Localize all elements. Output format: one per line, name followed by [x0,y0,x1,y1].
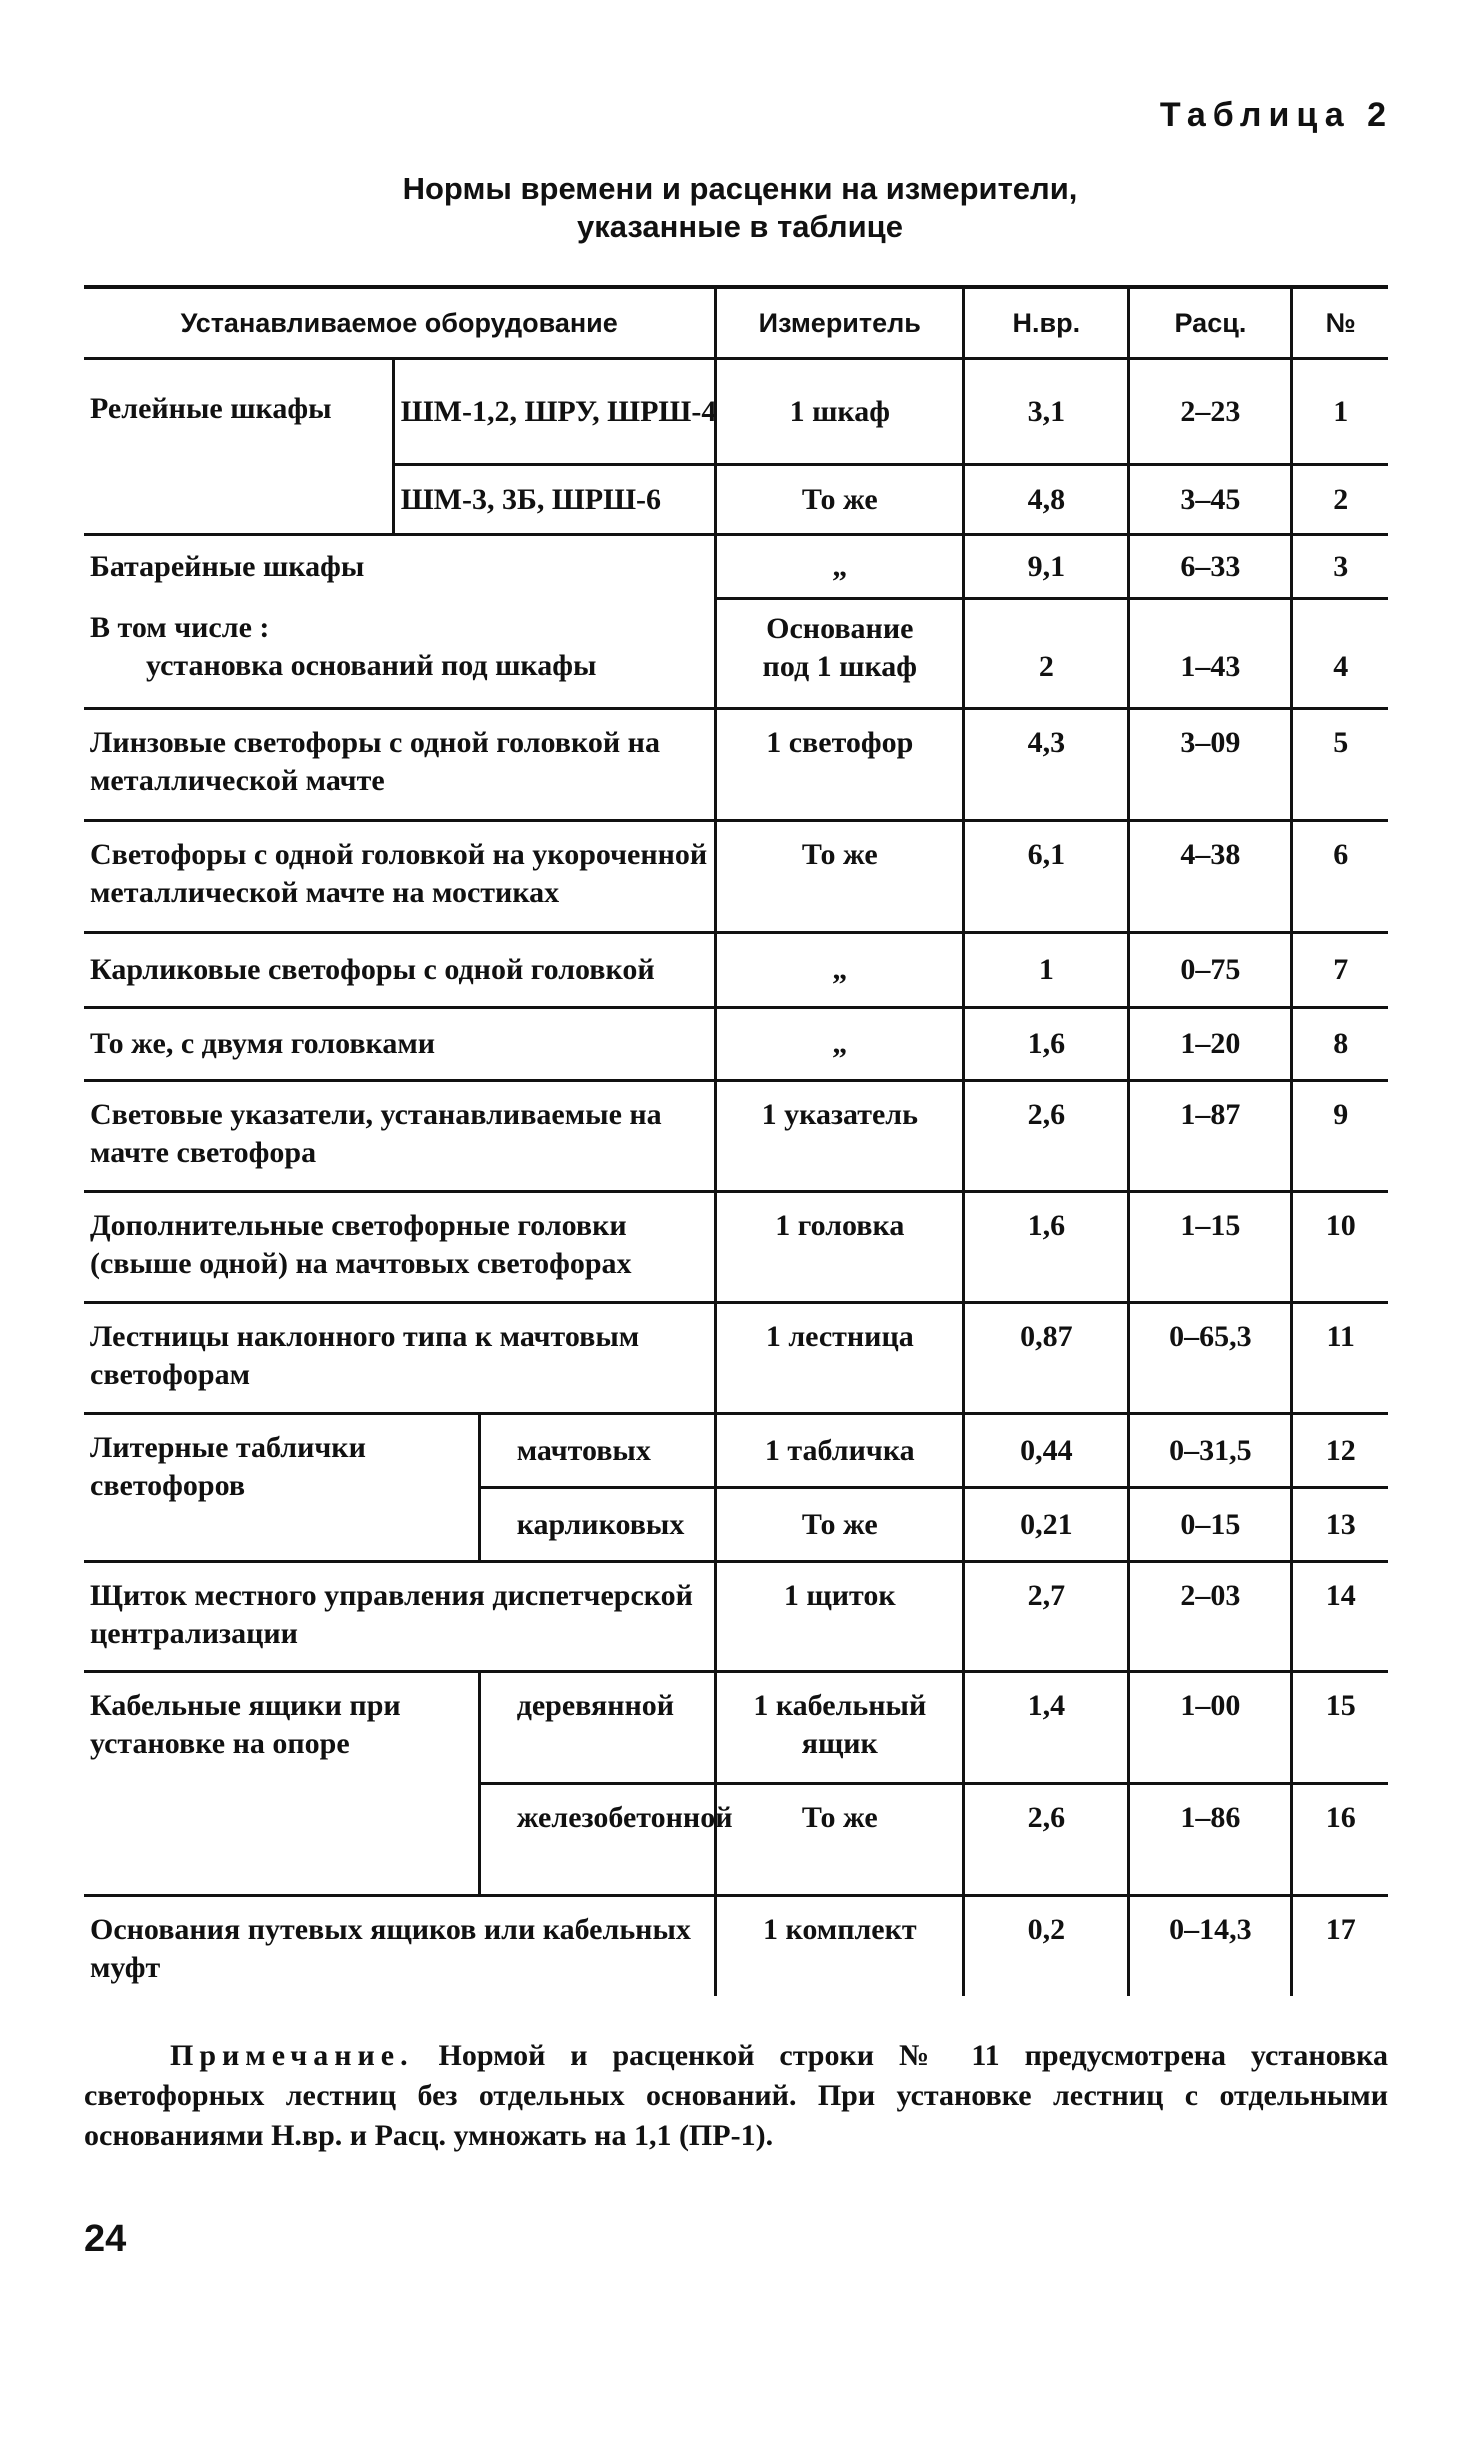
desc-cell: Лестницы наклонного типа к мачтовым светофорам [84,1303,716,1414]
desc-line: В том числе : [90,610,270,644]
table-row [84,1192,1388,1303]
time-cell: 4,8 [964,465,1129,535]
unit-cell: „ [716,933,964,1008]
unit-cell: 1 указатель [716,1081,964,1192]
table-row [84,821,1388,933]
table-row [84,1081,1388,1192]
sub-cell: карликовых [479,1488,716,1562]
table-row [84,1303,1388,1414]
table-row [84,1672,1388,1784]
desc-cell: Линзовые светофоры с одной головкой на металлической мачте [84,709,716,821]
time-cell: 0,87 [964,1303,1129,1414]
unit-cell: То же [716,465,964,535]
sub-cell: деревянной [479,1672,716,1784]
table-row [84,1896,1388,1996]
unit-cell: „ [716,535,964,599]
number-cell: 7 [1292,933,1388,1008]
table-row [84,1414,1388,1488]
unit-cell: 1 лестница [716,1303,964,1414]
time-cell: 0,44 [964,1414,1129,1488]
unit-cell [716,599,964,709]
time-cell: 2,7 [964,1562,1129,1672]
rate-cell: 0–15 [1129,1488,1292,1562]
sub-cell: мачтовых [479,1414,716,1488]
rate-cell: 2–03 [1129,1562,1292,1672]
number-cell: 13 [1292,1488,1388,1562]
unit-line: под 1 шкаф [762,650,918,683]
number-cell: 5 [1292,709,1388,821]
rate-cell: 0–75 [1129,933,1292,1008]
time-cell: 1,6 [964,1008,1129,1081]
unit-cell: 1 табличка [716,1414,964,1488]
unit-cell: 1 щиток [716,1562,964,1672]
rate-cell: 1–43 [1129,599,1292,709]
number-cell: 6 [1292,821,1388,933]
desc-cell: То же, с двумя головками [84,1008,716,1081]
table-row [84,933,1388,1008]
number-cell: 2 [1292,465,1388,535]
number-cell: 17 [1292,1896,1388,1996]
unit-cell: 1 головка [716,1192,964,1303]
rate-cell: 3–09 [1129,709,1292,821]
time-cell: 0,2 [964,1896,1129,1996]
group-cell: Релейные шкафы [84,359,393,535]
desc-line: установка оснований под шкафы [146,648,597,682]
table-title-line-1: Нормы времени и расценки на измерители, [402,171,1078,206]
desc-cell: Карликовые светофоры с одной головкой [84,933,716,1008]
time-cell: 1 [964,933,1129,1008]
unit-cell: То же [716,821,964,933]
time-cell: 2 [964,599,1129,709]
table-title-line-2: указанные в таблице [577,209,903,244]
table-label: Таблица 2 [1159,96,1393,134]
col-header-rate: Расц. [1129,287,1292,359]
table-header-row [84,287,1388,359]
rate-cell: 1–00 [1129,1672,1292,1784]
desc-cell: Щиток местного управления диспетчерской централизации [84,1562,716,1672]
table-title [0,170,1465,246]
rate-cell: 4–38 [1129,821,1292,933]
number-cell: 14 [1292,1562,1388,1672]
rate-cell: 2–23 [1129,359,1292,465]
rate-cell: 1–86 [1129,1784,1292,1896]
number-cell: 1 [1292,359,1388,465]
time-cell: 0,21 [964,1488,1129,1562]
rate-cell: 1–15 [1129,1192,1292,1303]
rate-cell: 1–20 [1129,1008,1292,1081]
unit-cell: 1 кабельный ящик [716,1672,964,1784]
number-cell: 15 [1292,1672,1388,1784]
col-header-equipment: Устанавливаемое оборудование [84,287,716,359]
table-row [84,1008,1388,1081]
sub-cell: ШМ-1,2, ШРУ, ШРШ-4 [393,359,716,465]
desc-cell: Светофоры с одной головкой на укороченной металлической мачте на мостиках [84,821,716,933]
number-cell: 11 [1292,1303,1388,1414]
number-cell: 10 [1292,1192,1388,1303]
number-cell: 4 [1292,599,1388,709]
time-cell: 2,6 [964,1081,1129,1192]
col-header-time-norm: Н.вр. [964,287,1129,359]
unit-cell: „ [716,1008,964,1081]
rate-cell: 0–31,5 [1129,1414,1292,1488]
number-cell: 16 [1292,1784,1388,1896]
time-cell: 2,6 [964,1784,1129,1896]
time-cell: 4,3 [964,709,1129,821]
table-row [84,1562,1388,1672]
unit-cell: То же [716,1488,964,1562]
desc-cell: Световые указатели, устанавливаемые на мачте светофора [84,1081,716,1192]
table-row [84,535,1388,599]
desc-cell: Батарейные шкафы [84,535,716,599]
group-cell: Кабельные ящики при установке на опоре [84,1672,479,1896]
time-cell: 3,1 [964,359,1129,465]
unit-cell: 1 шкаф [716,359,964,465]
number-cell: 12 [1292,1414,1388,1488]
sub-cell: ШМ-3, 3Б, ШРШ-6 [393,465,716,535]
rate-cell: 3–45 [1129,465,1292,535]
time-cell: 1,4 [964,1672,1129,1784]
footnote [84,2036,1388,2156]
desc-cell: Дополнительные светофорные головки (свыше одной) на мачтовых светофорах [84,1192,716,1303]
rate-cell: 1–87 [1129,1081,1292,1192]
footnote-label: Примечание. [170,2039,414,2072]
table-row [84,599,1388,709]
rate-cell: 6–33 [1129,535,1292,599]
sub-cell: железобетонной [479,1784,716,1896]
col-header-unit: Измеритель [716,287,964,359]
unit-line: Основание [766,612,914,645]
desc-cell: Основания путевых ящиков или кабельных муфт [84,1896,716,1996]
time-cell: 1,6 [964,1192,1129,1303]
rate-cell: 0–14,3 [1129,1896,1292,1996]
table-row [84,709,1388,821]
unit-cell: 1 комплект [716,1896,964,1996]
unit-cell: То же [716,1784,964,1896]
group-cell: Литерные таблички светофоров [84,1414,479,1562]
page-number: 24 [84,2218,127,2260]
number-cell: 9 [1292,1081,1388,1192]
number-cell: 3 [1292,535,1388,599]
norms-table [84,285,1388,1996]
col-header-number: № [1292,287,1388,359]
unit-cell: 1 светофор [716,709,964,821]
rate-cell: 0–65,3 [1129,1303,1292,1414]
time-cell: 6,1 [964,821,1129,933]
table-row [84,359,1388,465]
number-cell: 8 [1292,1008,1388,1081]
time-cell: 9,1 [964,535,1129,599]
footnote-text: Нормой и расценкой строки № 11 предусмотрена установка светофорных лестниц без отдельных оснований. При установке лестниц с отдельными основаниями Н.вр. и Расц. умножать на 1,1 (ПР-1). [84,2039,1388,2152]
desc-cell [84,599,716,709]
